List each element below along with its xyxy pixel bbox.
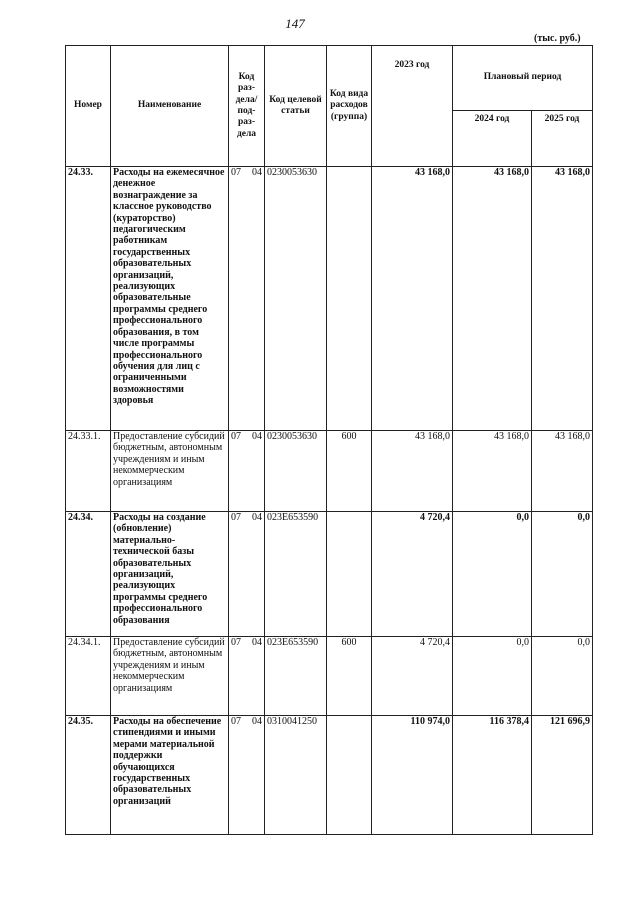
row-target: 0230053630 (265, 431, 327, 512)
row-name: Расходы на обеспечение стипендиями и иными мерами материальной поддержки обучающихся государственных образовательных организаций (111, 716, 229, 835)
header-2025: 2025 год (532, 110, 593, 166)
row-pr: 04 (252, 637, 262, 648)
row-2025: 121 696,9 (532, 716, 593, 835)
row-rz: 07 (231, 512, 241, 523)
page-number: 147 (285, 16, 305, 31)
row-name: Расходы на создание (обновление) материально-технической базы образовательных организаций, реализующих программы среднего профессионального образования (111, 512, 229, 637)
row-number: 24.34. (66, 512, 111, 637)
row-razdel (229, 716, 265, 835)
row-2025: 0,0 (532, 512, 593, 637)
row-name: Предоставление субсидий бюджетным, автономным учреждениям и иным некоммерческим организациям (111, 431, 229, 512)
row-2025: 43 168,0 (532, 431, 593, 512)
row-number: 24.33. (66, 167, 111, 431)
row-razdel (229, 431, 265, 512)
row-2024: 116 378,4 (453, 716, 532, 835)
row-target: 023Е653590 (265, 637, 327, 716)
row-2024: 0,0 (453, 512, 532, 637)
row-pr: 04 (252, 716, 262, 727)
row-pr: 04 (252, 167, 262, 178)
row-vid: 600 (327, 431, 372, 512)
row-2023: 43 168,0 (372, 167, 453, 431)
units-label: (тыс. руб.) (534, 33, 581, 44)
row-2023: 110 974,0 (372, 716, 453, 835)
row-number: 24.35. (66, 716, 111, 835)
header-vid: Код вида расходов (группа) (327, 46, 372, 167)
row-target: 0310041250 (265, 716, 327, 835)
row-vid (327, 167, 372, 431)
row-vid (327, 716, 372, 835)
row-rz: 07 (231, 167, 241, 178)
row-2024: 43 168,0 (453, 167, 532, 431)
row-2023: 4 720,4 (372, 637, 453, 716)
row-razdel (229, 512, 265, 637)
row-rz: 07 (231, 716, 241, 727)
row-2024: 43 168,0 (453, 431, 532, 512)
row-2025: 43 168,0 (532, 167, 593, 431)
row-vid: 600 (327, 637, 372, 716)
table-row (66, 167, 593, 431)
header-target: Код целевой статьи (265, 46, 327, 167)
header-razdel: Код раз-дела/ под-раз-дела (229, 46, 265, 167)
header-planned: Плановый период (453, 46, 593, 111)
row-2023: 43 168,0 (372, 431, 453, 512)
header-number: Номер (66, 46, 111, 167)
header-2023: 2023 год (372, 46, 453, 167)
budget-table (65, 45, 593, 835)
row-2025: 0,0 (532, 637, 593, 716)
row-rz: 07 (231, 431, 241, 442)
row-name: Расходы на ежемесячное денежное вознаграждение за классное руководство (кураторство) педагогическим работникам государственных образовательных организаций, реализующих образовательные программы среднего профессионального образования, в том числе программы профессионального обучения для лиц с ограниченными возможностями здоровья (111, 167, 229, 431)
table-row (66, 637, 593, 716)
table-header (66, 46, 593, 167)
row-2023: 4 720,4 (372, 512, 453, 637)
header-2024: 2024 год (453, 110, 532, 166)
row-2024: 0,0 (453, 637, 532, 716)
table-row (66, 431, 593, 512)
row-razdel (229, 637, 265, 716)
row-rz: 07 (231, 637, 241, 648)
table-row (66, 512, 593, 637)
row-number: 24.34.1. (66, 637, 111, 716)
row-number: 24.33.1. (66, 431, 111, 512)
table-body (66, 167, 593, 835)
table-row (66, 716, 593, 835)
row-razdel (229, 167, 265, 431)
row-vid (327, 512, 372, 637)
row-target: 0230053630 (265, 167, 327, 431)
header-name: Наименование (111, 46, 229, 167)
row-pr: 04 (252, 431, 262, 442)
row-pr: 04 (252, 512, 262, 523)
row-target: 023Е653590 (265, 512, 327, 637)
row-name: Предоставление субсидий бюджетным, автономным учреждениям и иным некоммерческим организациям (111, 637, 229, 716)
